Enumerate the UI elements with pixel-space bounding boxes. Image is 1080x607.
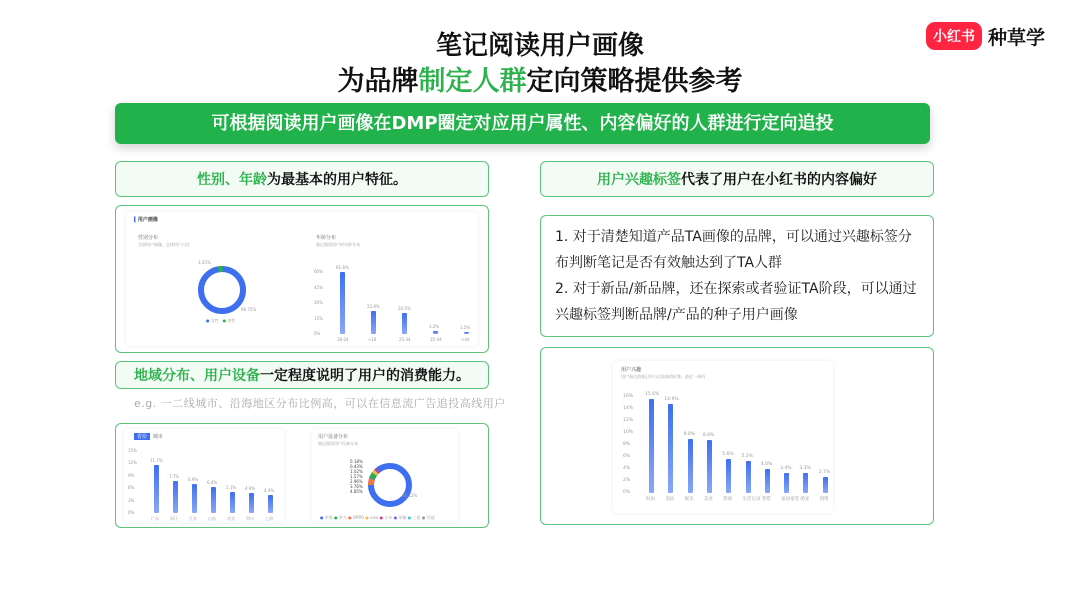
device-donut xyxy=(364,459,416,511)
panel-user-profile xyxy=(115,205,489,353)
chart-bar xyxy=(230,492,235,513)
bar-value-label: 14.9% xyxy=(664,396,679,402)
device-legend-item xyxy=(348,515,365,520)
x-tick-label: 广东 xyxy=(151,516,159,521)
y-tick-label: 2% xyxy=(623,478,631,483)
bar-value-label: 4.9% xyxy=(245,485,256,491)
x-tick-label: 江苏 xyxy=(189,516,197,521)
bar-value-label: 3.3% xyxy=(799,466,811,472)
device-legend-text: 荣耀 xyxy=(398,515,408,520)
card-title xyxy=(134,216,158,223)
device-card xyxy=(312,429,458,523)
bar-value-label: 5.1% xyxy=(226,484,237,490)
label-gender-age-highlight: 性别、年龄 xyxy=(197,172,267,188)
legend-dot-icon: ● xyxy=(365,515,369,520)
device-legend-item xyxy=(365,515,379,520)
device-legend-text: 三星 xyxy=(412,515,422,520)
title-line-2-post: 定向策略提供参考 xyxy=(526,66,743,97)
chart-bar xyxy=(154,465,159,513)
device-legend-text: 其他 xyxy=(426,515,435,520)
y-tick-label: 16% xyxy=(623,394,634,399)
device-legend-text: 苹果 xyxy=(324,515,335,520)
chart-bar xyxy=(688,439,693,493)
x-tick-label: 上海 xyxy=(265,516,273,521)
chart-bar xyxy=(726,459,731,493)
device-legend-item xyxy=(380,515,394,520)
y-tick-label: 9% xyxy=(128,472,135,478)
chart-bar xyxy=(268,495,273,513)
bar-value-label: 4.0% xyxy=(760,462,773,467)
label-region-text: 一定程度说明了用户的消费能力。 xyxy=(260,368,470,384)
y-tick-label: 15% xyxy=(128,448,137,453)
age-title: 年龄分布 xyxy=(316,235,337,241)
chart-bar xyxy=(649,399,654,493)
device-title: 用户设备分布 xyxy=(318,434,349,440)
x-tick-label: 18-24 xyxy=(337,337,349,342)
device-legend-text: vivo xyxy=(370,515,380,520)
y-tick-label: 0% xyxy=(128,510,135,515)
chart-bar xyxy=(784,473,789,493)
chart-bar xyxy=(823,477,828,493)
device-pct-label: 3.76% xyxy=(350,484,363,489)
y-tick-label: 45% xyxy=(314,284,323,290)
bar-value-label: 11.7% xyxy=(150,457,163,463)
legend-male: 男性 xyxy=(227,318,236,323)
age-subtitle: 笔记阅读用户的年龄分布 xyxy=(316,242,360,247)
x-tick-label: 生活记录 xyxy=(742,497,761,502)
bar-value-label: 3.2% xyxy=(429,323,440,329)
x-tick-label: <18 xyxy=(368,337,377,342)
title-line-1: 笔记阅读用户画像 xyxy=(435,31,644,61)
device-pct-label: 1.02% xyxy=(350,469,363,474)
y-tick-label: 12% xyxy=(623,418,634,423)
region-card xyxy=(124,429,284,523)
x-tick-label: 情绪 xyxy=(819,497,829,502)
gender-title: 性别分布 xyxy=(138,235,159,241)
chart-bar xyxy=(371,311,376,334)
card-title-text: 用户画像 xyxy=(137,217,158,223)
y-tick-label: 10% xyxy=(623,430,634,435)
bar-value-label: 2.7% xyxy=(818,469,831,475)
y-tick-label: 6% xyxy=(128,485,135,491)
y-tick-label: 14% xyxy=(623,406,634,411)
chart-bar xyxy=(668,404,673,493)
title-line-2 xyxy=(0,64,1080,100)
chart-bar xyxy=(340,272,345,334)
y-tick-label: 8% xyxy=(623,442,631,447)
legend-dot-icon: ● xyxy=(222,318,227,323)
chart-bar xyxy=(173,481,178,513)
legend-female: 女性 xyxy=(210,318,219,323)
device-legend-item xyxy=(320,515,334,520)
bar-value-label: 4.4% xyxy=(264,487,275,493)
x-tick-label: 浙江 xyxy=(170,516,178,521)
interest-explanation xyxy=(555,224,925,328)
device-legend-item xyxy=(422,515,435,520)
legend-dot-icon: ● xyxy=(206,318,210,323)
chart-bar xyxy=(192,484,197,513)
legend-dot-icon: ● xyxy=(334,515,338,520)
y-tick-label: 12% xyxy=(128,460,137,466)
device-pct-label: 2.96% xyxy=(350,479,363,484)
x-tick-label: 35-44 xyxy=(430,337,442,342)
chart-bar xyxy=(433,331,438,334)
gender-subtitle: 全部用户画像，总体用户占比 xyxy=(138,242,190,247)
x-tick-label: 美食 xyxy=(703,497,713,502)
point-1: 1. 对于清楚知道产品TA画像的品牌，可以通过兴趣标签分布判断笔记是否有效触达到了TA人群 xyxy=(555,229,912,271)
device-subtitle: 笔记阅读用户设备分布 xyxy=(318,441,358,446)
y-tick-label: 3% xyxy=(128,497,135,503)
label-gender-age-text: 为最基本的用户特征。 xyxy=(267,172,407,188)
bar-value-label: 8.8% xyxy=(702,433,715,439)
x-tick-label: 萌宠 xyxy=(800,497,810,502)
x-tick-label: 时尚 xyxy=(646,497,655,502)
tab-province[interactable]: 省份 xyxy=(134,433,150,440)
bar-value-label: 1.5% xyxy=(460,325,471,330)
chart-bar xyxy=(211,487,216,513)
bar-value-label: 6.9% xyxy=(188,477,199,483)
interest-title: 用户兴趣 xyxy=(621,367,642,373)
label-gender-age xyxy=(115,161,489,197)
bar-value-label: 6.4% xyxy=(207,479,218,485)
device-pct-label: 0.18% xyxy=(350,459,363,464)
y-tick-label: 60% xyxy=(314,269,323,274)
y-tick-label: 6% xyxy=(623,454,631,459)
label-region-device xyxy=(115,361,489,389)
device-legend xyxy=(320,515,456,520)
chart-bar xyxy=(464,332,469,334)
gender-pct-female: 96.75% xyxy=(241,307,257,312)
bar-value-label: 20.5% xyxy=(398,306,411,312)
x-tick-label: 山东 xyxy=(208,516,216,521)
chart-bar xyxy=(803,473,808,493)
legend-dot-icon: ● xyxy=(407,515,412,520)
chart-bar xyxy=(707,440,712,493)
gender-pct-male: 3.25% xyxy=(198,260,211,265)
device-pct-main: 88.12% xyxy=(402,493,418,498)
legend-dot-icon: ● xyxy=(421,515,426,520)
brand xyxy=(926,22,1045,50)
y-tick-label: 4% xyxy=(623,466,631,471)
legend-dot-icon: ● xyxy=(379,515,384,520)
chart-bar xyxy=(746,461,751,493)
label-interest-highlight: 用户兴趣标签 xyxy=(597,172,681,188)
label-interest-text: 代表了用户在小红书的内容偏好 xyxy=(681,172,877,188)
x-tick-label: 美妆 xyxy=(665,497,675,502)
user-profile-card xyxy=(126,212,478,346)
legend-dot-icon: ● xyxy=(393,515,398,520)
device-legend-text: 华为 xyxy=(338,515,349,520)
x-tick-label: 娱乐 xyxy=(684,497,694,502)
green-banner: 可根据阅读用户画像在DMP圈定对应用户属性、内容偏好的人群进行定向追投 xyxy=(115,103,930,144)
donut-female-segment xyxy=(201,269,243,311)
bar-value-label: 7.7% xyxy=(169,474,180,480)
bar-value-label: 15.6% xyxy=(645,392,660,398)
chart-bar xyxy=(249,493,254,513)
bar-value-label: 5.3% xyxy=(741,454,753,460)
label-interest xyxy=(540,161,934,197)
xiaohongshu-logo: 小红书 xyxy=(926,22,982,50)
bar-value-label: 22.8% xyxy=(367,304,380,310)
title-marker-icon: ▍ xyxy=(134,217,138,223)
device-legend-item xyxy=(394,515,408,520)
brand-name: 种草学 xyxy=(988,26,1046,49)
interest-card xyxy=(613,361,833,513)
example-note: e.g. 一二线城市、沿海地区分布比例高，可以在信息流广告追投高线用户 xyxy=(134,397,506,410)
y-tick-label: 0% xyxy=(314,331,321,336)
gender-legend xyxy=(206,318,235,324)
label-region-highlight: 地域分布、用户设备 xyxy=(134,368,260,384)
title-line-2-pre: 为品牌 xyxy=(337,66,419,97)
bar-value-label: 5.6% xyxy=(722,452,734,458)
chart-bar xyxy=(402,313,407,334)
device-legend-text: OPPO xyxy=(352,515,366,520)
x-tick-label: >44 xyxy=(461,337,470,342)
donut-male-segment xyxy=(198,266,247,315)
x-tick-label: 家居家装 xyxy=(781,497,800,502)
interest-subtitle: 用户看过的笔记中占比较高的标签，最近一周内 xyxy=(621,374,705,379)
device-pct-label: 4.85% xyxy=(350,489,363,494)
panel-region-device xyxy=(115,423,489,528)
page-title xyxy=(0,28,1080,100)
title-highlight: 制定人群 xyxy=(418,66,527,97)
bar-value-label: 61.6% xyxy=(336,265,349,271)
device-legend-text: 小米 xyxy=(384,515,394,520)
y-tick-label: 30% xyxy=(314,300,323,305)
legend-dot-icon: ● xyxy=(320,515,324,520)
device-legend-item xyxy=(334,515,348,520)
device-legend-item xyxy=(408,515,422,520)
device-pct-label: 1.57% xyxy=(350,474,363,479)
bar-value-label: 9.0% xyxy=(683,432,696,437)
point-2: 2. 对于新品/新品牌，还在探索或者验证TA阶段，可以通过兴趣标签判断品牌/产品的种子用户画像 xyxy=(555,281,917,323)
tab-city[interactable]: 城市 xyxy=(153,434,164,440)
y-tick-label: 0% xyxy=(623,490,631,495)
device-pct-label: 0.43% xyxy=(350,464,363,469)
x-tick-label: 四川 xyxy=(246,516,254,521)
panel-interest-chart xyxy=(540,347,934,525)
x-tick-label: 25-34 xyxy=(399,337,411,342)
x-tick-label: 北京 xyxy=(227,516,235,521)
y-tick-label: 15% xyxy=(314,315,323,321)
bar-value-label: 3.4% xyxy=(780,465,792,471)
x-tick-label: 影视 xyxy=(723,497,733,502)
x-tick-label: 穿搭 xyxy=(761,497,771,502)
chart-bar xyxy=(765,469,770,493)
legend-dot-icon: ● xyxy=(348,515,352,520)
